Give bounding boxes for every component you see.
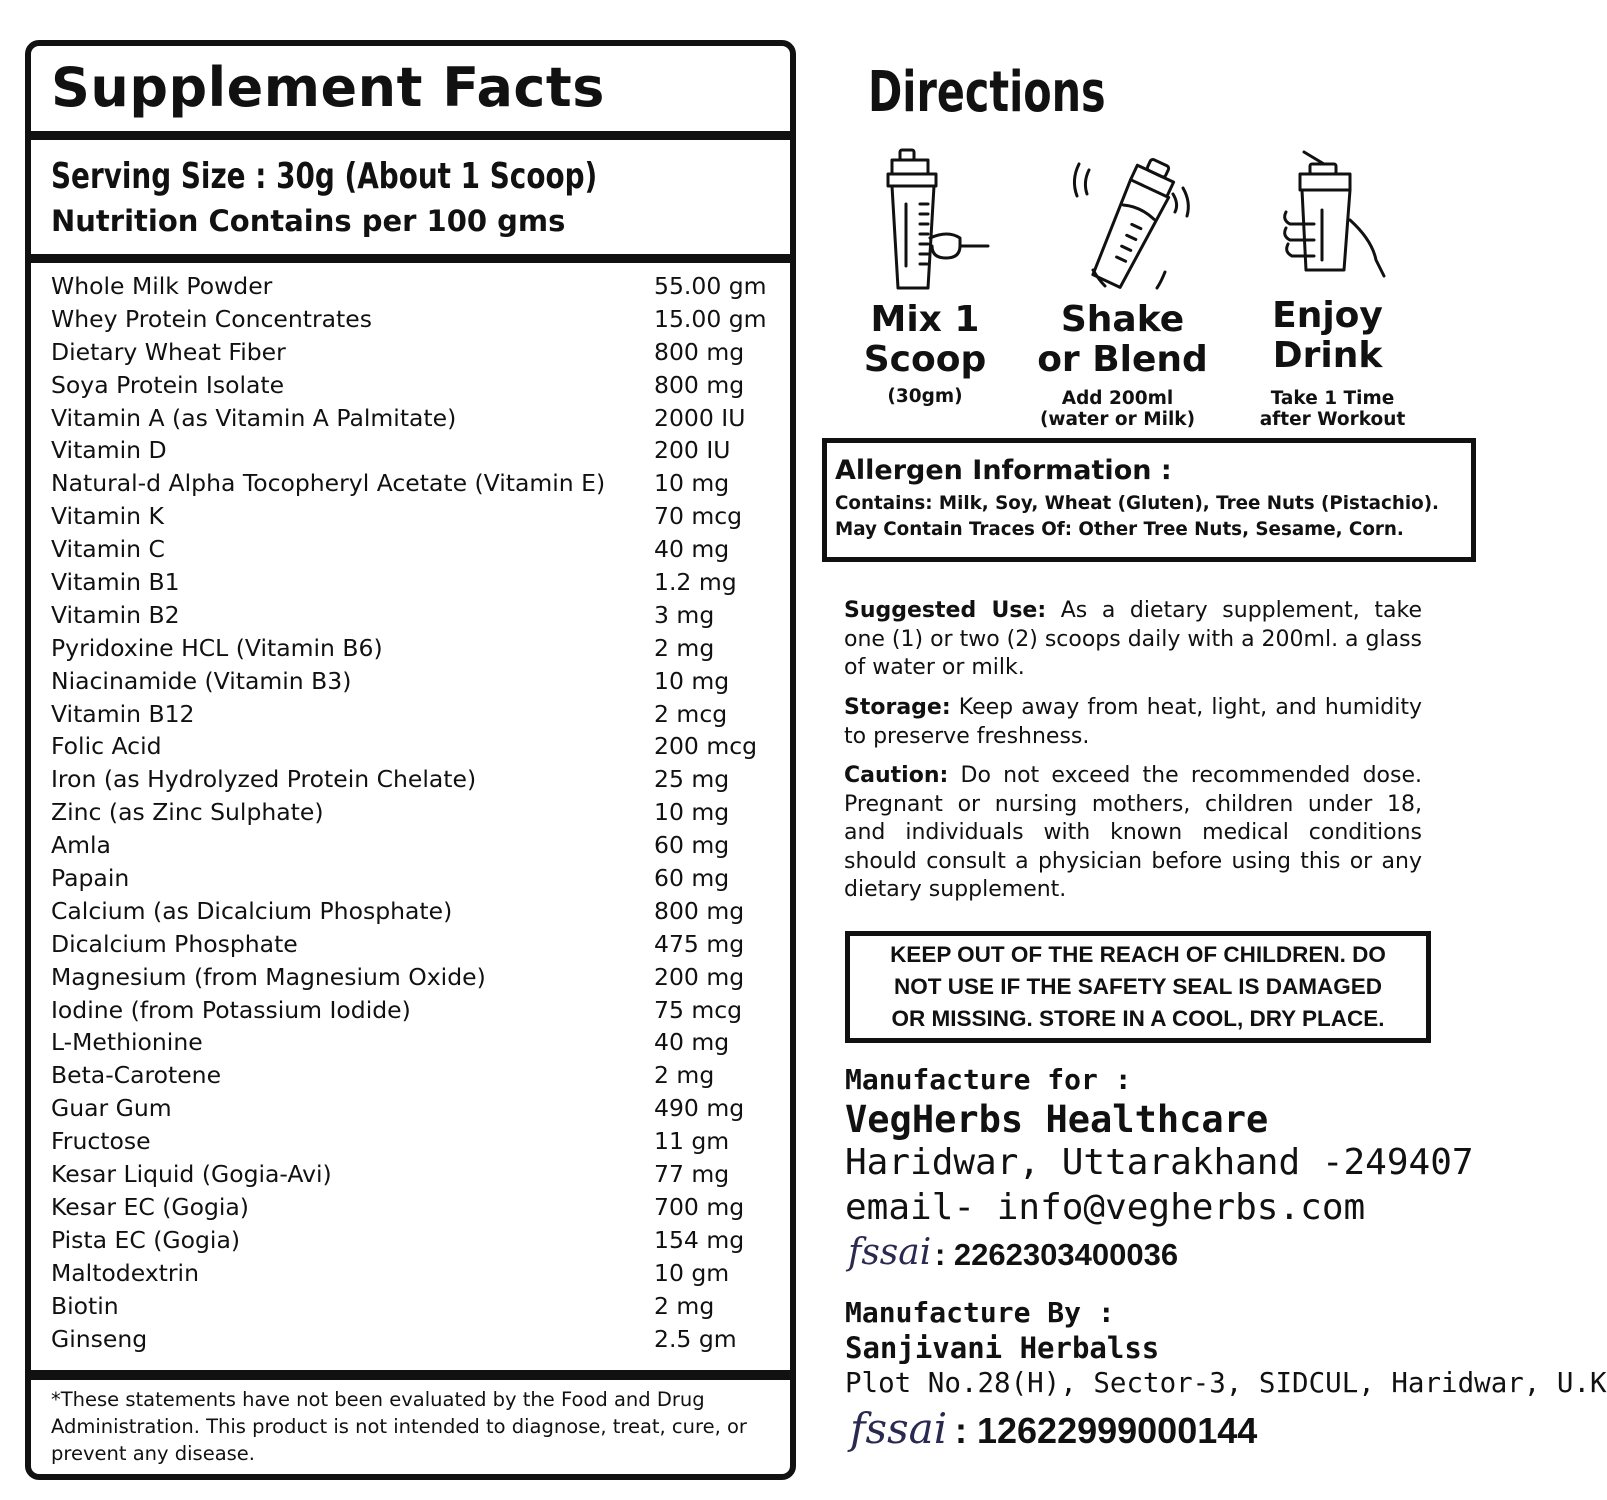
ingredient-row [51,336,781,369]
ingredient-name: L-Methionine [51,1028,203,1057]
ingredient-name: Folic Acid [51,732,162,761]
ingredient-name: Whey Protein Concentrates [51,304,372,333]
ingredient-amount: 10 gm [654,1258,730,1287]
ingredient-name: Vitamin B2 [51,600,180,629]
ingredient-name: Magnesium (from Magnesium Oxide) [51,962,486,991]
ingredient-row [51,500,781,533]
ingredient-name: Natural-d Alpha Tocopheryl Acetate (Vitamin E) [51,469,606,498]
step-heading-line: Enjoy [1272,295,1383,336]
ingredient-name: Zinc (as Zinc Sulphate) [51,798,324,827]
ingredient-name: Guar Gum [51,1094,172,1123]
step-heading-line: Scoop [863,339,987,380]
supplement-facts-title: Supplement Facts [51,56,605,119]
manufacture-by-label: Manufacture By : [845,1296,1115,1329]
ingredient-amount: 10 mg [654,666,730,695]
ingredient-row [51,698,781,731]
ingredient-name: Calcium (as Dicalcium Phosphate) [51,896,453,925]
step-heading-line: or Blend [1037,339,1208,380]
ingredient-row [51,533,781,566]
ingredient-amount: 77 mg [654,1160,730,1189]
ingredient-name: Biotin [51,1291,119,1320]
ingredient-amount: 40 mg [654,535,730,564]
ingredient-row [51,1290,781,1323]
step-detail-line: Add 200ml [1061,388,1174,409]
ingredient-name: Kesar Liquid (Gogia-Avi) [51,1160,332,1189]
manufacture-for-label: Manufacture for : [845,1063,1132,1096]
ingredient-name: Soya Protein Isolate [51,370,285,399]
ingredient-amount: 700 mg [654,1192,745,1221]
supplement-facts-panel [25,40,796,1480]
ingredient-name: Niacinamide (Vitamin B3) [51,666,352,695]
storage-info [844,694,1422,751]
ingredient-row [51,1323,781,1356]
step-shake-detail [1030,388,1205,430]
ingredient-name: Vitamin B12 [51,699,195,728]
step-heading-line: Shake [1060,299,1185,340]
storage-text: Keep away from heat, light, and humidity to preserve freshness. [844,695,1422,749]
manufacture-by-address: Plot No.28(H), Sector-3, SIDCUL, Haridwar, U.K [845,1367,1607,1399]
fda-disclaimer: *These statements have not been evaluated by the Food and Drug Administration. This product is not intended to diagnose, treat, cure, or prevent any disease. [51,1388,747,1465]
ingredient-row [51,1191,781,1224]
step-mix-heading [855,300,995,380]
ingredient-name: Ginseng [51,1324,148,1353]
caution-label: Caution: [844,763,949,788]
ingredient-row [51,1224,781,1257]
suggested-use [844,597,1422,683]
ingredient-amount: 10 mg [654,469,730,498]
ingredient-name: Kesar EC (Gogia) [51,1192,249,1221]
step-detail-line: (30gm) [887,386,963,407]
ingredient-amount: 200 IU [654,436,731,465]
fssai-license-number: : 12622999000144 [955,1410,1258,1451]
caution-info [844,762,1422,905]
ingredient-amount: 70 mcg [654,502,743,531]
ingredient-amount: 490 mg [654,1094,745,1123]
serving-size: Serving Size : 30g (About 1 Scoop) [51,156,598,197]
ingredient-row [51,1257,781,1290]
ingredient-name: Pista EC (Gogia) [51,1225,241,1254]
fssai-logo: fssai [850,1404,948,1453]
allergen-contains: Contains: Milk, Soy, Wheat (Gluten), Tree Nuts (Pistachio). [835,493,1439,514]
manufacture-for-name: VegHerbs Healthcare [845,1098,1269,1141]
ingredient-amount: 3 mg [654,600,715,629]
ingredient-amount: 2 mg [654,633,715,662]
allergen-title: Allergen Information : [835,455,1172,486]
ingredient-amount: 60 mg [654,864,730,893]
storage-label: Storage: [844,695,951,720]
warning-line: OR MISSING. STORE IN A COOL, DRY PLACE. [891,1006,1385,1031]
ingredient-amount: 25 mg [654,765,730,794]
ingredient-name: Maltodextrin [51,1258,199,1287]
ingredient-name: Amla [51,831,111,860]
manufacture-for-email: email- info@vegherbs.com [845,1187,1366,1228]
ingredient-name: Vitamin C [51,535,165,564]
manufacture-by-name: Sanjivani Herbalss [845,1331,1160,1365]
ingredient-amount: 200 mcg [654,732,758,761]
divider [31,131,790,140]
ingredient-name: Fructose [51,1127,151,1156]
ingredient-row [51,796,781,829]
divider [31,1370,790,1380]
ingredient-row [51,994,781,1027]
ingredient-row [51,270,781,303]
step-heading-line: Mix 1 [870,299,980,340]
ingredient-amount: 800 mg [654,896,745,925]
fssai-license-number: : 2262303400036 [935,1237,1179,1272]
ingredient-row [51,665,781,698]
ingredient-row [51,303,781,336]
ingredient-amount: 154 mg [654,1225,745,1254]
warning-line: KEEP OUT OF THE REACH OF CHILDREN. DO [890,942,1386,967]
ingredient-row [51,862,781,895]
ingredient-amount: 800 mg [654,337,745,366]
ingredient-row [51,1158,781,1191]
ingredient-amount: 1.2 mg [654,568,737,597]
ingredient-name: Vitamin A (as Vitamin A Palmitate) [51,403,457,432]
ingredient-row [51,928,781,961]
ingredient-row [51,895,781,928]
ingredient-name: Papain [51,864,130,893]
ingredient-list [51,270,781,1355]
ingredient-amount: 15.00 gm [654,304,767,333]
ingredient-row [51,599,781,632]
ingredient-name: Iron (as Hydrolyzed Protein Chelate) [51,765,477,794]
ingredient-name: Vitamin D [51,436,167,465]
ingredient-row [51,730,781,763]
shaker-scoop-icon [880,146,995,296]
fssai-logo: fssai [848,1232,932,1273]
ingredient-name: Vitamin B1 [51,568,180,597]
ingredient-name: Beta-Carotene [51,1061,222,1090]
ingredient-row [51,829,781,862]
step-enjoy-detail [1255,388,1410,430]
ingredient-amount: 10 mg [654,798,730,827]
ingredient-amount: 475 mg [654,929,745,958]
child-safety-warning [845,931,1431,1043]
nutrition-basis: Nutrition Contains per 100 gms [51,204,566,238]
ingredient-row [51,402,781,435]
ingredient-row [51,467,781,500]
ingredient-row [51,566,781,599]
ingredient-amount: 800 mg [654,370,745,399]
ingredient-name: Whole Milk Powder [51,272,273,300]
ingredient-row [51,1092,781,1125]
step-enjoy-heading [1255,296,1400,376]
ingredient-amount: 2 mcg [654,699,728,728]
caution-text: Do not exceed the recommended dose. Pregnant or nursing mothers, children under 18, and individuals with known medical conditions should consult a physician before using this or any dietary supplement. [844,763,1422,902]
ingredient-row [51,1059,781,1092]
directions-title: Directions [868,60,1106,125]
hand-holding-bottle-icon [1280,150,1390,290]
allergen-may-contain: May Contain Traces Of: Other Tree Nuts, Sesame, Corn. [835,519,1404,540]
step-mix-detail [855,386,995,407]
ingredient-amount: 2 mg [654,1061,715,1090]
ingredient-name: Pyridoxine HCL (Vitamin B6) [51,633,383,662]
step-heading-line: Drink [1272,335,1383,376]
ingredient-name: Iodine (from Potassium Iodide) [51,995,411,1024]
step-detail-line: (water or Milk) [1039,409,1196,430]
step-shake-heading [1030,300,1215,380]
ingredient-amount: 200 mg [654,962,745,991]
ingredient-amount: 2000 IU [654,403,746,432]
ingredient-row [51,763,781,796]
manufacture-for-address: Haridwar, Uttarakhand -249407 [845,1142,1474,1183]
ingredient-amount: 55.00 gm [654,272,767,300]
ingredient-row [51,961,781,994]
ingredient-amount: 60 mg [654,831,730,860]
ingredient-amount: 75 mcg [654,995,743,1024]
step-detail-line: Take 1 Time [1270,388,1395,409]
ingredient-row [51,369,781,402]
shaking-bottle-icon [1065,152,1205,297]
ingredient-amount: 2.5 gm [654,1324,737,1353]
ingredient-row [51,1125,781,1158]
suggested-use-label: Suggested Use: [844,598,1047,623]
ingredient-amount: 2 mg [654,1291,715,1320]
ingredient-name: Dicalcium Phosphate [51,929,298,958]
allergen-box [822,438,1476,562]
ingredient-name: Dietary Wheat Fiber [51,337,286,366]
suggested-use-text: As a dietary supplement, take one (1) or two (2) scoops daily with a 200ml. a glass of water or milk. [844,598,1423,680]
ingredient-row [51,632,781,665]
ingredient-row [51,1026,781,1059]
divider [31,254,790,263]
step-detail-line: after Workout [1259,409,1406,430]
ingredient-name: Vitamin K [51,502,164,531]
ingredient-row [51,434,781,467]
ingredient-amount: 40 mg [654,1028,730,1057]
ingredient-amount: 11 gm [654,1127,730,1156]
warning-line: NOT USE IF THE SAFETY SEAL IS DAMAGED [894,974,1382,999]
